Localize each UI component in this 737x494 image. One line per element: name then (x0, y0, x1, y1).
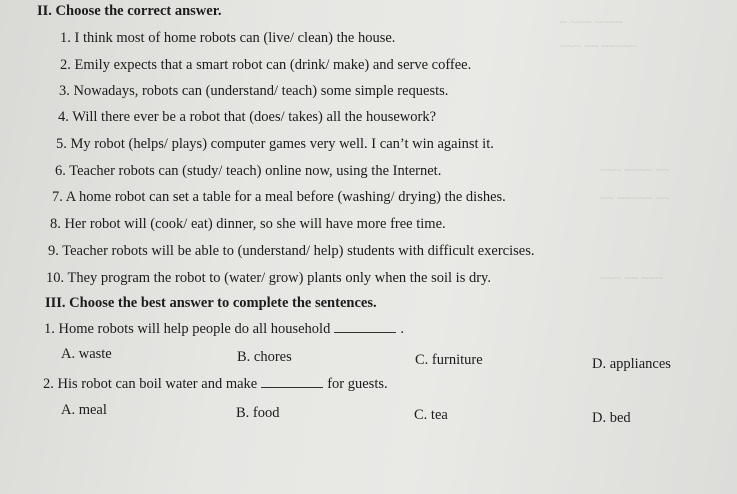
show-through-text: ~~ ~~~~~ ~~ (600, 190, 670, 205)
exercise-item: 6. Teacher robots can (study/ teach) online now, using the Internet. (55, 163, 442, 179)
answer-blank (334, 322, 396, 333)
exercise-item: 3. Nowadays, robots can (understand/ teach) some simple requests. (59, 83, 449, 99)
option-b: B. chores (237, 349, 292, 365)
exercise-item: 7. A home robot can set a table for a meal before (washing/ drying) the dishes. (52, 189, 506, 205)
question-2-end: for guests. (327, 376, 388, 392)
question-2 (43, 376, 388, 393)
section-2-heading: II. Choose the correct answer. (37, 3, 222, 19)
question-2-text: 2. His robot can boil water and make (43, 376, 258, 392)
question-1-end: . (400, 321, 404, 337)
option-d: D. bed (592, 410, 631, 426)
exercise-item: 10. They program the robot to (water/ grow) plants only when the soil is dry. (46, 270, 491, 286)
section-3-heading: III. Choose the best answer to complete the sentences. (45, 295, 377, 311)
show-through-text: ~~~ ~~~~ ~~ (600, 162, 670, 177)
question-1 (44, 321, 404, 338)
option-a: A. meal (61, 402, 107, 418)
answer-blank (261, 377, 323, 388)
option-c: C. tea (414, 407, 448, 423)
exercise-item: 5. My robot (helps/ plays) computer games very well. I can’t win against it. (56, 136, 494, 152)
show-through-text: ~ ~~~ ~~~~ (560, 14, 623, 29)
option-d: D. appliances (592, 356, 671, 372)
question-1-text: 1. Home robots will help people do all household (44, 321, 331, 337)
option-a: A. waste (61, 346, 112, 362)
show-through-text: ~~~ ~~ ~~~ (600, 270, 663, 285)
exercise-item: 8. Her robot will (cook/ eat) dinner, so she will have more free time. (50, 216, 446, 232)
option-b: B. food (236, 405, 280, 421)
option-c: C. furniture (415, 352, 483, 368)
exercise-item: 9. Teacher robots will be able to (understand/ help) students with difficult exercises. (48, 243, 535, 259)
exercise-item: 1. I think most of home robots can (live/ clean) the house. (60, 30, 396, 46)
exercise-item: 2. Emily expects that a smart robot can (drink/ make) and serve coffee. (60, 57, 472, 73)
exercise-item: 4. Will there ever be a robot that (does/ takes) all the housework? (58, 109, 437, 125)
show-through-text: ~~~ ~~ ~~~~~ (560, 38, 637, 53)
